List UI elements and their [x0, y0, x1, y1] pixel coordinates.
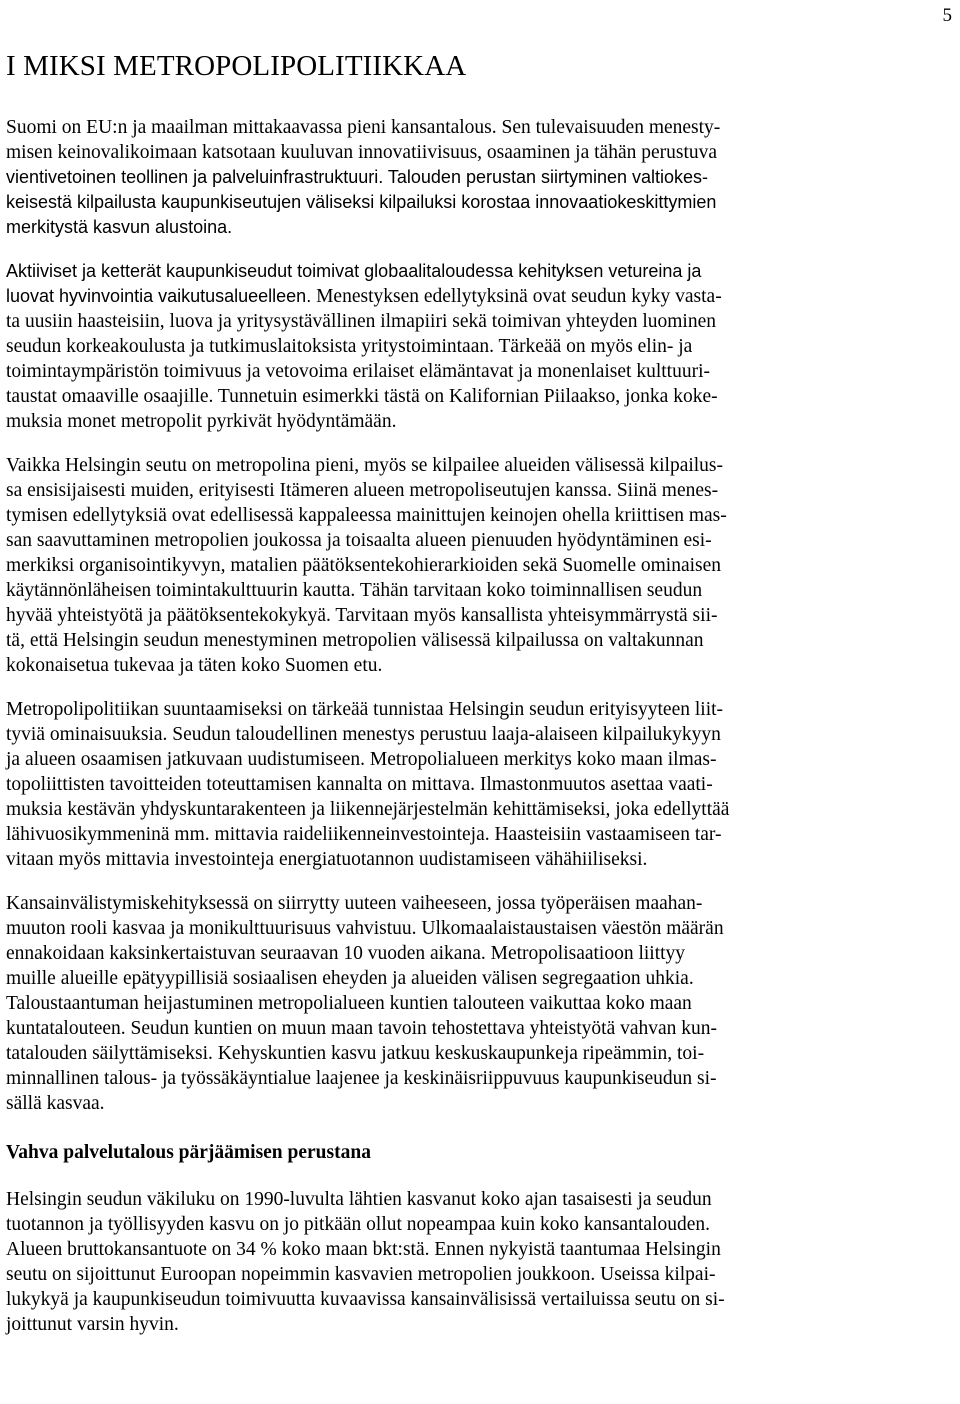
text-line: Aktiiviset ja ketterät kaupunkiseudut toimivat globaalitaloudessa kehityksen vetureina ja: [6, 261, 702, 281]
chapter-title: I MIKSI METROPOLIPOLITIIKKAA: [6, 50, 467, 82]
text-line: muksia monet metropolit pyrkivät hyödyntämään.: [6, 411, 397, 432]
text-line: muille alueille epätyypillisiä sosiaalisen eheyden ja alueiden välisen segregaation uhkia.: [6, 968, 694, 989]
text-line: luovat hyvinvointia vaikutusalueelleen. Menestyksen edellytyksinä ovat seudun kyky vasta-: [6, 286, 722, 307]
paragraph-3: [6, 453, 950, 678]
text-line: muksia kestävän yhdyskuntarakenteen ja liikennejärjestelmän kehittämiseksi, joka edellyttää: [6, 799, 730, 820]
text-line: tuotannon ja työllisyyden kasvu on jo pitkään ollut nopeampaa kuin koko kansantalouden.: [6, 1214, 711, 1235]
text-line: ja alueen osaamisen jatkuvaan uudistumiseen. Metropolialueen merkitys koko maan ilmas-: [6, 749, 717, 770]
text-line: taustat omaaville osaajille. Tunnetuin esimerkki tästä on Kalifornian Piilaakso, jonka koke-: [6, 386, 718, 407]
page-number: 5: [942, 5, 952, 26]
text-line: Alueen bruttokansantuote on 34 % koko maan bkt:stä. Ennen nykyistä taantumaa Helsingin: [6, 1239, 721, 1260]
paragraph-4: [6, 697, 950, 872]
text-line: hyvää yhteistyötä ja päätöksentekokykyä. Tarvitaan myös kansallista yhteisymmärrystä sii-: [6, 605, 718, 626]
body-text: [6, 115, 950, 1356]
text-line: misen keinovalikoimaan katsotaan kuuluvan innovatiivisuus, osaaminen ja tähän perustuva: [6, 142, 718, 163]
text-line: tä, että Helsingin seudun menestyminen metropolien välisessä kilpailussa on valtakunnan: [6, 630, 704, 651]
text-line: kokonaisetua tukevaa ja täten koko Suomen etu.: [6, 655, 383, 676]
text-line: keisestä kilpailusta kaupunkiseutujen väliseksi kilpailuksi korostaa innovaatiokeskittymien: [6, 192, 717, 212]
text-line: tymisen edellytyksiä ovat edellisessä kappaleessa mainittujen keinojen ohella kriittisen mas-: [6, 505, 727, 526]
text-line: ennakoidaan kaksinkertaistuvan seuraavan 10 vuoden aikana. Metropolisaatioon liittyy: [6, 943, 686, 964]
text-line: vitaan myös mittavia investointeja energiatuotannon uudistamiseen vähähiiliseksi.: [6, 849, 648, 870]
paragraph-5: [6, 891, 950, 1116]
paragraph-2: [6, 259, 950, 434]
text-line: Metropolipolitiikan suuntaamiseksi on tärkeää tunnistaa Helsingin seudun erityisyyteen liit-: [6, 699, 724, 720]
text-line: minnallinen talous- ja työssäkäyntialue laajenee ja keskinäisriippuvuus kaupunkiseudun si-: [6, 1068, 717, 1089]
text-line: merkitystä kasvun alustoina.: [6, 217, 233, 237]
text-line: vientivetoinen teollinen ja palveluinfrastruktuuri. Talouden perustan siirtyminen valtiokes-: [6, 167, 709, 187]
text-line: Vaikka Helsingin seutu on metropolina pieni, myös se kilpailee alueiden välisessä kilpailus-: [6, 455, 724, 476]
text-line: kuntatalouteen. Seudun kuntien on muun maan tavoin tehostettava yhteistyötä vahvan kun-: [6, 1018, 718, 1039]
text-line: seudun korkeakoulusta ja tutkimuslaitoksista yritystoimintaan. Tärkeää on myös elin- ja: [6, 336, 693, 357]
text-line: sa ensisijaisesti muiden, erityisesti Itämeren alueen metropoliseutujen kanssa. Siinä menes-: [6, 480, 719, 501]
text-line: muuton rooli kasvaa ja monikulttuurisuus vahvistuu. Ulkomaalaistaustaisen väestön määrän: [6, 918, 724, 939]
text-line: joittunut varsin hyvin.: [6, 1314, 179, 1335]
text-line: lukykyä ja kaupunkiseudun toimivuutta kuvaavissa kansainvälisissä vertailuissa seutu on si-: [6, 1289, 725, 1310]
text-line: Helsingin seudun väkiluku on 1990-luvulta lähtien kasvanut koko ajan tasaisesti ja seudun: [6, 1189, 712, 1210]
text-line: lähivuosikymmeninä mm. mittavia raideliikenneinvestointeja. Haasteisiin vastaamiseen tar-: [6, 824, 722, 845]
paragraph-1: [6, 115, 950, 240]
text-line: merkiksi organisointikyvyn, matalien päätöksentekohierarkioiden sekä Suomelle ominaisen: [6, 555, 722, 576]
text-line: käytännönläheisen toimintakulttuurin kautta. Tähän tarvitaan koko toiminnallisen seudun: [6, 580, 703, 601]
text-line: tatalouden säilyttämiseksi. Kehyskuntien kasvu jatkuu keskuskaupunkeja ripeämmin, toi-: [6, 1043, 705, 1064]
section-paragraph: [6, 1187, 950, 1337]
text-line: seutu on sijoittunut Euroopan nopeimmin kasvavien metropolien joukkoon. Useissa kilpai-: [6, 1264, 716, 1285]
text-line: topoliittisten tavoitteiden toteuttamisen kannalta on mittava. Ilmastonmuutos asettaa vaati-: [6, 774, 713, 795]
text-line: Kansainvälistymiskehityksessä on siirrytty uuteen vaiheeseen, jossa työperäisen maahan-: [6, 893, 703, 914]
section-heading: Vahva palvelutalous pärjäämisen perustana: [6, 1142, 371, 1163]
text-line: sällä kasvaa.: [6, 1093, 105, 1114]
text-line: toimintaympäristön toimivuus ja vetovoima erilaiset elämäntavat ja monenlaiset kulttuuri-: [6, 361, 710, 382]
text-line: ta uusiin haasteisiin, luova ja yritysystävällinen ilmapiiri sekä toimivan yhteyden luominen: [6, 311, 716, 332]
text-line: Taloustaantuman heijastuminen metropolialueen kuntien talouteen vaikuttaa koko maan: [6, 993, 692, 1014]
text-line: san saavuttaminen metropolien joukossa ja toisaalta alueen pienuuden hyödyntäminen esi-: [6, 530, 712, 551]
text-line: tyviä ominaisuuksia. Seudun taloudellinen menestys perustuu laaja-alaiseen kilpailukykyyn: [6, 724, 721, 745]
text-line: Suomi on EU:n ja maailman mittakaavassa pieni kansantalous. Sen tulevaisuuden menesty-: [6, 117, 721, 138]
